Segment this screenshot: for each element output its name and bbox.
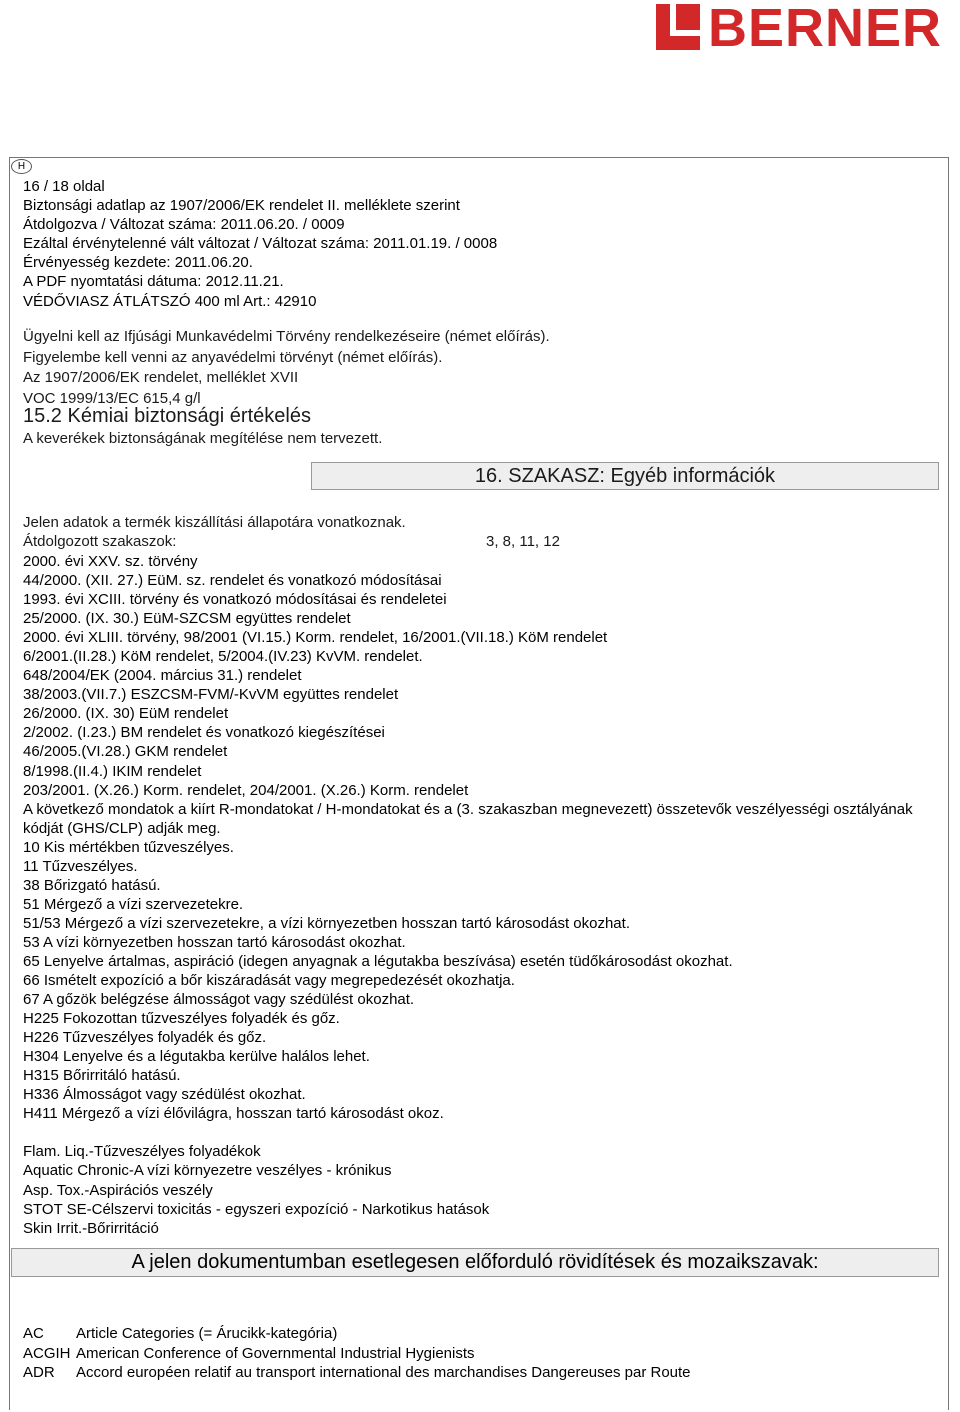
hazard-class-item: Flam. Liq.-Tűzveszélyes folyadékok <box>23 1143 261 1161</box>
list-item: 2/2002. (I.23.) BM rendelet és vonatkozó kiegészítései <box>23 724 385 742</box>
list-item: H336 Álmosságot vagy szédülést okozhat. <box>23 1086 306 1104</box>
header-line: Biztonsági adatlap az 1907/2006/EK rendelet II. melléklete szerint <box>23 197 460 215</box>
list-item: H225 Fokozottan tűzveszélyes folyadék és gőz. <box>23 1010 340 1028</box>
list-item: 6/2001.(II.28.) KöM rendelet, 5/2004.(IV.23) KvVM. rendelet. <box>23 648 423 666</box>
abbreviation-key: ADR <box>23 1364 55 1381</box>
abbreviation-text: Article Categories (= Árucikk-kategória) <box>76 1325 338 1342</box>
list-item: 66 Ismételt expozíció a bőr kiszáradását vagy megrepedezését okozhatja. <box>23 972 515 990</box>
list-item: 38 Bőrizgató hatású. <box>23 876 161 894</box>
hazard-class-item: Aquatic Chronic-A vízi környezetre veszélyes - krónikus <box>23 1162 392 1180</box>
abbreviation-key: AC <box>23 1325 44 1342</box>
hazard-class-item: STOT SE-Célszervi toxicitás - egyszeri expozíció - Narkotikus hatások <box>23 1200 490 1218</box>
list-item: H304 Lenyelve és a légutakba kerülve halálos lehet. <box>23 1048 370 1066</box>
berner-logo-mark <box>656 4 700 50</box>
abbreviation-key: ACGIH <box>23 1344 71 1362</box>
note-line: VOC 1999/13/EC 615,4 g/l <box>23 389 201 407</box>
list-item: 2000. évi XXV. sz. törvény <box>23 553 198 570</box>
document-header <box>23 177 497 311</box>
list-item: H315 Bőrirritáló hatású. <box>23 1067 181 1085</box>
abbreviations-list <box>23 1324 691 1383</box>
product-name: VÉDŐVIASZ ÁTLÁTSZÓ 400 ml Art.: 42910 <box>23 292 317 310</box>
page-number: 16 / 18 oldal <box>23 178 105 195</box>
section-16-title: 16. SZAKASZ: Egyéb információk <box>311 462 939 490</box>
note-line: Az 1907/2006/EK rendelet, melléklet XVII <box>23 369 299 386</box>
header-line: Érvényesség kezdete: 2011.06.20. <box>23 254 253 272</box>
list-item: 65 Lenyelve ártalmas, aspiráció (idegen anyagnak a légutakba beszívása) esetén tüdőkárosodást okozhat. <box>23 952 733 970</box>
hazard-class-item: Skin Irrit.-Bőrirritáció <box>23 1219 159 1237</box>
brand-name: BERNER <box>708 0 943 58</box>
list-item: 2000. évi XLIII. törvény, 98/2001 (VI.15.) Korm. rendelet, 16/2001.(VII.18.) KöM rendelet <box>23 629 608 647</box>
list-item: 38/2003.(VII.7.) ESZCSM-FVM/-KvVM együttes rendelet <box>23 686 399 704</box>
section-15-2-text: A keverékek biztonságának megítélése nem tervezett. <box>23 430 383 447</box>
revised-sections-label: Átdolgozott szakaszok: <box>23 533 177 550</box>
list-item: 8/1998.(II.4.) IKIM rendelet <box>23 762 202 780</box>
list-item: 26/2000. (IX. 30) EüM rendelet <box>23 705 229 723</box>
list-item: 51/53 Mérgező a vízi szervezetekre, a vízi környezetben hosszan tartó károsodást okozhat. <box>23 914 630 932</box>
revised-sections-value: 3, 8, 11, 12 <box>486 533 560 550</box>
hazard-class-item: Asp. Tox.-Aspirációs veszély <box>23 1181 213 1199</box>
list-item: 51 Mérgező a vízi szervezetekre. <box>23 895 244 913</box>
list-item: A következő mondatok a kiírt R-mondatokat / H-mondatokat és a (3. szakaszban megnevezett) összetevők veszélyességi osztályának kódját (GHS/CLP) adják meg. <box>23 800 913 837</box>
header-line: Átdolgozva / Változat száma: 2011.06.20. / 0009 <box>23 216 345 234</box>
spacer <box>23 1123 923 1142</box>
list-item: 67 A gőzök belégzése álmosságot vagy szédülést okozhat. <box>23 991 415 1009</box>
list-item: 10 Kis mértékben tűzveszélyes. <box>23 838 234 856</box>
section-16-intro: Jelen adatok a termék kiszállítási állapotára vonatkoznak. <box>23 514 406 531</box>
list-item: 1993. évi XCIII. törvény és vonatkozó módosításai és rendeletei <box>23 591 447 609</box>
list-item: 25/2000. (IX. 30.) EüM-SZCSM együttes rendelet <box>23 610 351 628</box>
header-line: Ezáltal érvénytelenné vált változat / Változat száma: 2011.01.19. / 0008 <box>23 235 498 253</box>
abbreviations-title: A jelen dokumentumban esetlegesen előforduló rövidítések és mozaikszavak: <box>11 1248 939 1277</box>
header-line: A PDF nyomtatási dátuma: 2012.11.21. <box>23 273 284 291</box>
list-item: H226 Tűzveszélyes folyadék és gőz. <box>23 1029 267 1047</box>
regulation-notes <box>23 327 550 409</box>
abbreviation-text: American Conference of Governmental Industrial Hygienists <box>76 1344 475 1362</box>
list-item: 44/2000. (XII. 27.) EüM. sz. rendelet és vonatkozó módosításai <box>23 572 442 590</box>
language-mark: H <box>11 159 32 174</box>
abbreviation-row <box>23 1324 691 1344</box>
section-16-lines <box>23 552 923 1238</box>
abbreviation-text: Accord européen relatif au transport international des marchandises Dangereuses par Route <box>76 1364 691 1381</box>
list-item: 648/2004/EK (2004. március 31.) rendelet <box>23 667 302 685</box>
revised-sections-row <box>23 533 560 550</box>
note-line: Ügyelni kell az Ifjúsági Munkavédelmi Törvény rendelkezéseire (német előírás). <box>23 328 550 345</box>
list-item: 203/2001. (X.26.) Korm. rendelet, 204/2001. (X.26.) Korm. rendelet <box>23 781 469 799</box>
abbreviation-row <box>23 1344 691 1364</box>
list-item: 11 Tűzveszélyes. <box>23 857 138 875</box>
list-item: 46/2005.(VI.28.) GKM rendelet <box>23 743 228 761</box>
note-line: Figyelembe kell venni az anyavédelmi törvényt (német előírás). <box>23 348 443 366</box>
abbreviation-row <box>23 1363 691 1383</box>
list-item: 53 A vízi környezetben hosszan tartó károsodást okozhat. <box>23 933 406 951</box>
list-item: H411 Mérgező a vízi élővilágra, hosszan tartó károsodást okoz. <box>23 1105 444 1123</box>
section-15-2-title: 15.2 Kémiai biztonsági értékelés <box>23 405 311 427</box>
